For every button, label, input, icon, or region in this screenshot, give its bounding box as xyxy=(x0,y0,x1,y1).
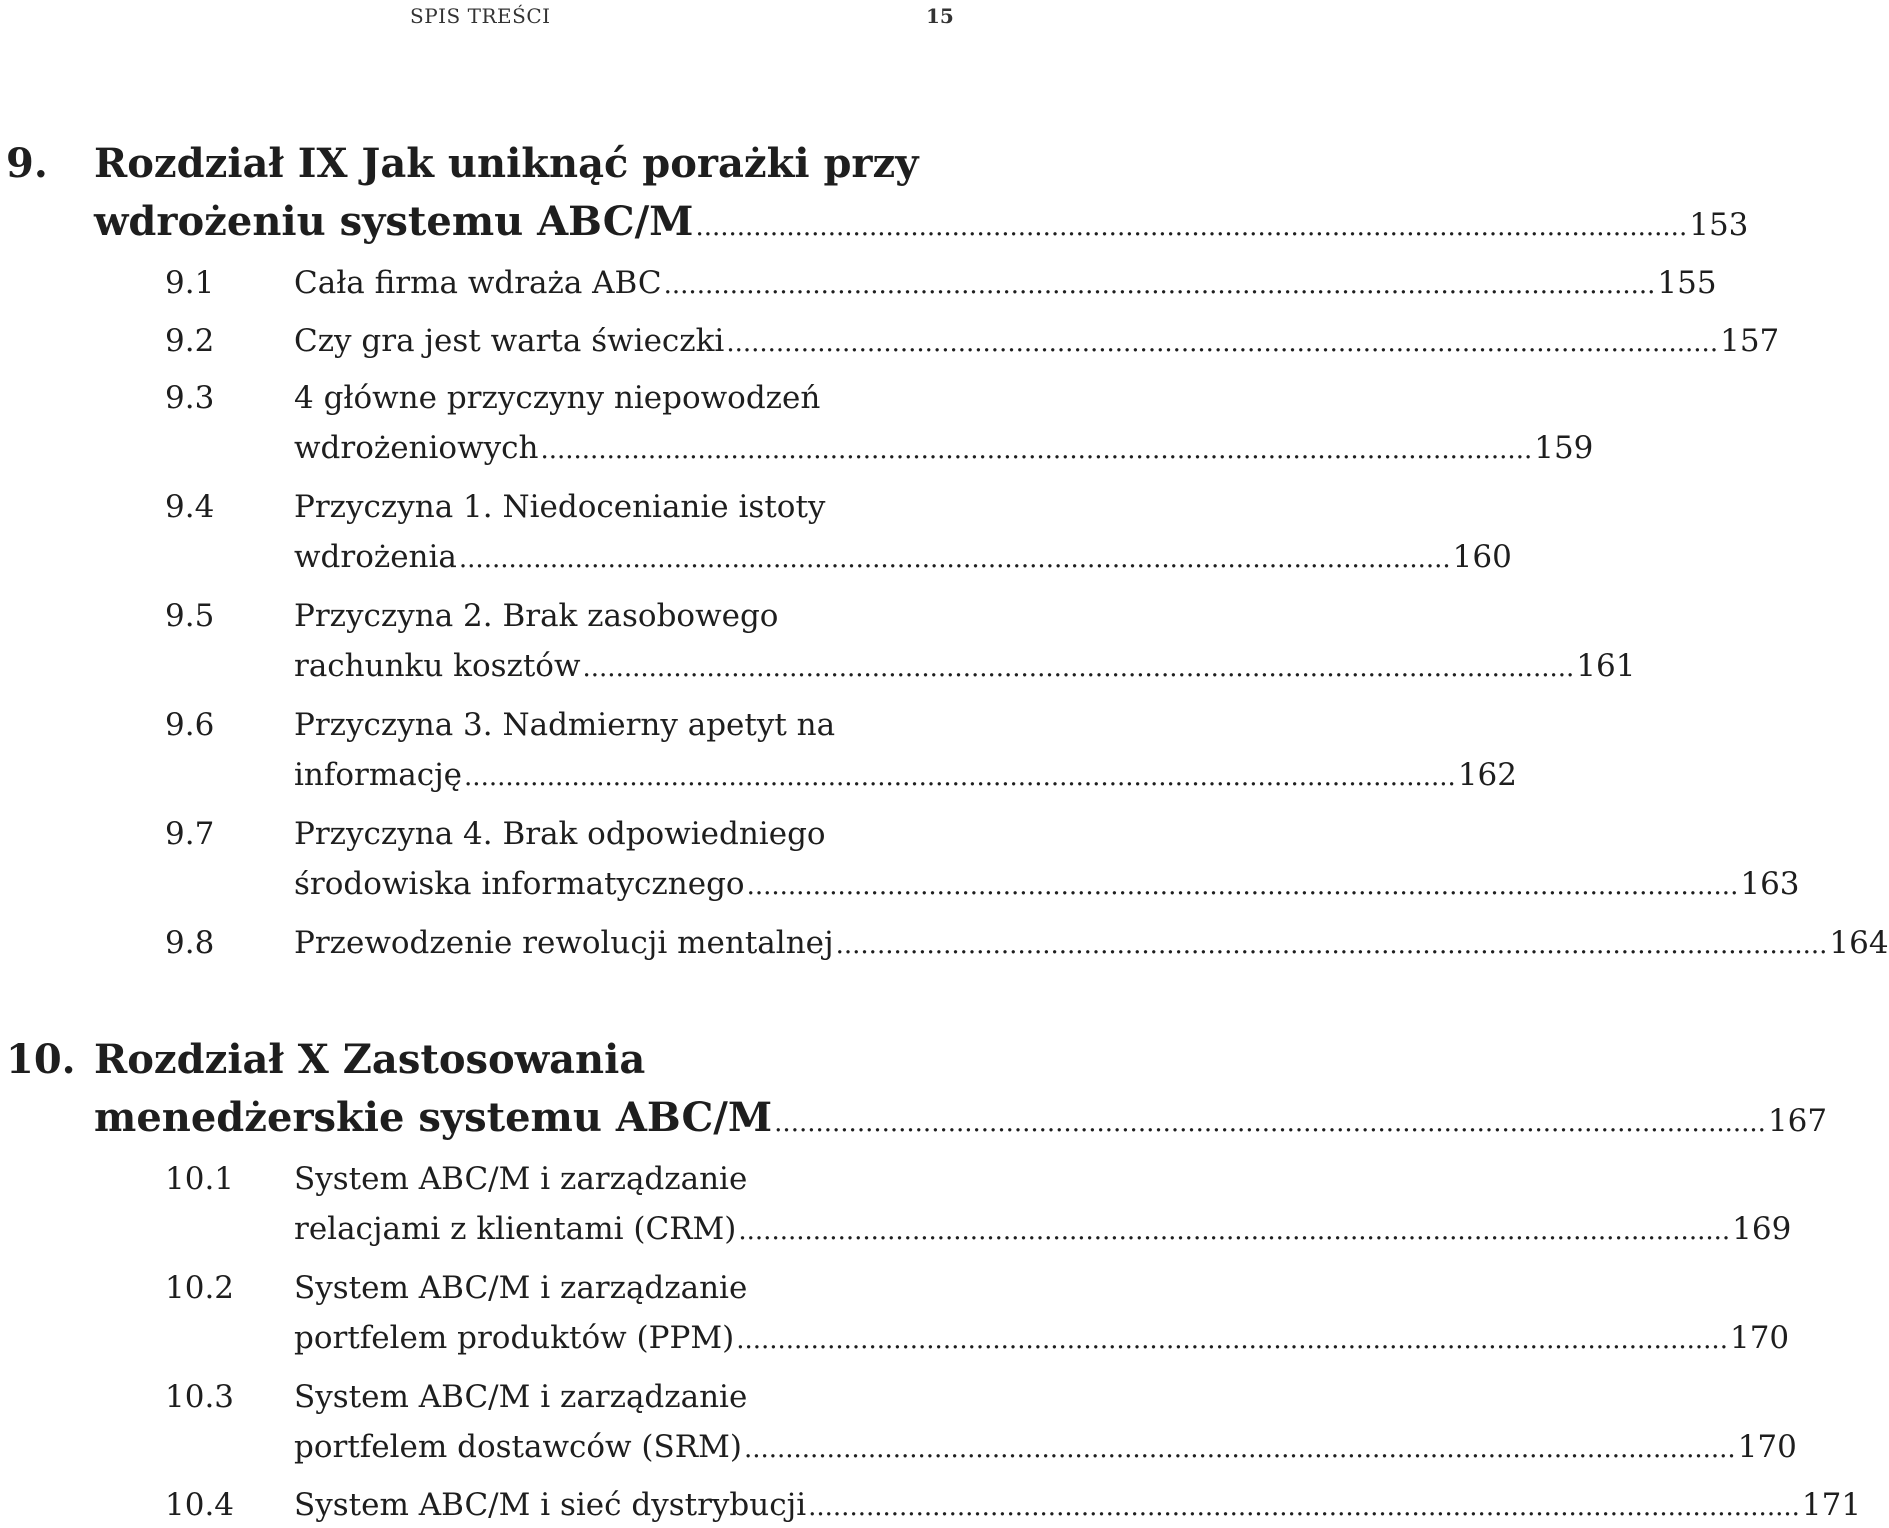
section-title-line1: System ABC/M i zarządzanie xyxy=(294,1270,748,1306)
section-title-line1: Przyczyna 4. Brak odpowiedniego xyxy=(294,816,826,852)
dot-leader: ........................................................................................................................ xyxy=(464,762,1456,792)
section-entry[interactable] xyxy=(294,866,1800,902)
section-page: 163 xyxy=(1740,866,1800,902)
page-number: 15 xyxy=(926,4,954,28)
section-number: 10.4 xyxy=(165,1487,235,1523)
section-page: 171 xyxy=(1801,1487,1862,1523)
dot-leader: ........................................................................................................................ xyxy=(540,435,1533,465)
section-entry[interactable] xyxy=(294,1429,1797,1465)
section-title: System ABC/M i sieć dystrybucji xyxy=(294,1487,807,1523)
section-number: 9.6 xyxy=(165,707,215,743)
section-title-line2: portfelem produktów (PPM) xyxy=(294,1320,735,1356)
dot-leader: ........................................................................................................................ xyxy=(774,1108,1766,1138)
section-entry[interactable] xyxy=(294,1320,1790,1356)
chapter-entry[interactable] xyxy=(94,198,1749,245)
chapter-title-line2: menedżerskie systemu ABC/M xyxy=(94,1094,773,1141)
section-entry[interactable] xyxy=(294,1211,1792,1247)
dot-leader: ........................................................................................................................ xyxy=(663,270,1656,300)
chapter-page: 167 xyxy=(1767,1103,1828,1139)
dot-leader: ........................................................................................................................ xyxy=(746,871,1739,901)
chapter-entry[interactable] xyxy=(94,1094,1828,1141)
section-page: 161 xyxy=(1576,648,1636,684)
section-entry[interactable] xyxy=(294,265,1717,301)
section-number: 10.3 xyxy=(165,1379,235,1415)
section-title-line2: wdrożeniowych xyxy=(294,430,539,466)
section-title: Czy gra jest warta świeczki xyxy=(294,323,725,359)
section-number: 9.8 xyxy=(165,925,215,961)
section-number: 9.5 xyxy=(165,598,215,634)
section-title-line2: informację xyxy=(294,757,463,793)
chapter-number: 10. xyxy=(6,1036,76,1083)
section-title-line2: rachunku kosztów xyxy=(294,648,581,684)
dot-leader: ........................................................................................................................ xyxy=(726,328,1719,358)
section-entry[interactable] xyxy=(294,323,1780,359)
chapter-title-line1: Rozdział X Zastosowania xyxy=(94,1036,646,1083)
section-page: 160 xyxy=(1452,539,1512,575)
section-page: 155 xyxy=(1657,265,1717,301)
section-entry[interactable] xyxy=(294,430,1594,466)
section-page: 157 xyxy=(1720,323,1780,359)
dot-leader: ........................................................................................................................ xyxy=(738,1216,1731,1246)
section-title-line1: System ABC/M i zarządzanie xyxy=(294,1379,748,1415)
section-number: 9.7 xyxy=(165,816,215,852)
section-entry[interactable] xyxy=(294,648,1636,684)
section-page: 170 xyxy=(1729,1320,1790,1356)
section-title-line1: 4 główne przyczyny niepowodzeń xyxy=(294,380,821,416)
running-header-title: SPIS TREŚCI xyxy=(410,4,551,28)
section-number: 9.2 xyxy=(165,323,215,359)
section-title: Przewodzenie rewolucji mentalnej xyxy=(294,925,834,961)
dot-leader: ........................................................................................................................ xyxy=(458,544,1451,574)
section-page: 159 xyxy=(1534,430,1594,466)
section-entry[interactable] xyxy=(294,925,1889,961)
chapter-title-line2: wdrożeniu systemu ABC/M xyxy=(94,198,694,245)
section-entry[interactable] xyxy=(294,1487,1862,1523)
section-number: 10.1 xyxy=(165,1161,235,1197)
chapter-page: 153 xyxy=(1689,207,1749,243)
section-title-line1: Przyczyna 1. Niedocenianie istoty xyxy=(294,489,826,525)
section-page: 169 xyxy=(1732,1211,1792,1247)
chapter-number: 9. xyxy=(6,140,48,187)
section-page: 164 xyxy=(1829,925,1889,961)
section-title-line2: środowiska informatycznego xyxy=(294,866,745,902)
dot-leader: ........................................................................................................................ xyxy=(736,1325,1728,1355)
dot-leader: ........................................................................................................................ xyxy=(835,930,1828,960)
section-title-line1: Przyczyna 2. Brak zasobowego xyxy=(294,598,779,634)
section-title-line2: portfelem dostawców (SRM) xyxy=(294,1429,742,1465)
section-title-line2: relacjami z klientami (CRM) xyxy=(294,1211,737,1247)
dot-leader: ........................................................................................................................ xyxy=(743,1434,1736,1464)
section-entry[interactable] xyxy=(294,539,1512,575)
section-page: 162 xyxy=(1457,757,1517,793)
section-entry[interactable] xyxy=(294,757,1517,793)
dot-leader: ........................................................................................................................ xyxy=(582,653,1575,683)
section-number: 9.1 xyxy=(165,265,215,301)
dot-leader: ........................................................................................................................ xyxy=(808,1492,1800,1522)
section-title-line2: wdrożenia xyxy=(294,539,457,575)
section-number: 9.3 xyxy=(165,380,215,416)
dot-leader: ........................................................................................................................ xyxy=(695,212,1688,242)
section-title: Cała firma wdraża ABC xyxy=(294,265,662,301)
section-title-line1: System ABC/M i zarządzanie xyxy=(294,1161,748,1197)
section-number: 10.2 xyxy=(165,1270,235,1306)
section-number: 9.4 xyxy=(165,489,215,525)
section-page: 170 xyxy=(1737,1429,1797,1465)
chapter-title-line1: Rozdział IX Jak uniknąć porażki przy xyxy=(94,140,919,187)
section-title-line1: Przyczyna 3. Nadmierny apetyt na xyxy=(294,707,836,743)
